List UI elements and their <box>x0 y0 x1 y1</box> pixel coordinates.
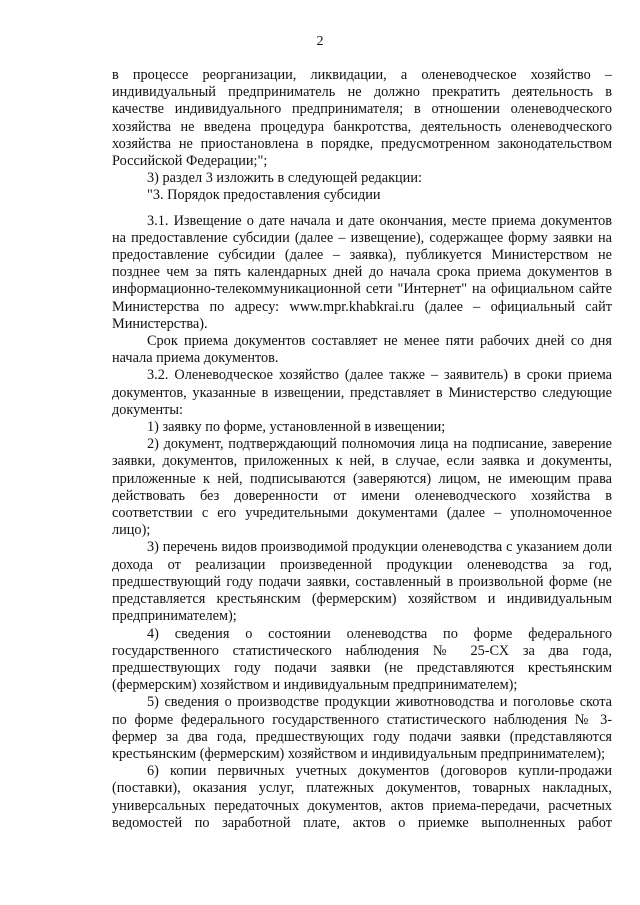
paragraph-3-2: 3.2. Оленеводческое хозяйство (далее также – заявитель) в сроки приема документов, указанные в извещении, представляет в Министерство следующие документы: <box>112 367 612 418</box>
paragraph-acceptance-period: Срок приема документов составляет не менее пяти рабочих дней со дня начала приема документов. <box>112 333 612 367</box>
list-item-5: 5) сведения о производстве продукции животноводства и поголовье скота по форме федерального государственного статистического наблюдения № 3-фермер за два года, предшествующих году подачи заявки (представляются крестьянским (фермерским) хозяйством и индивидуальным предпринимателем); <box>112 694 612 762</box>
paragraph-continuation: в процессе реорганизации, ликвидации, а оленеводческое хозяйство – индивидуальный предприниматель не должно прекратить деятельность в качестве индивидуального предпринимателя; в отношении оленеводческого хозяйства не введена процедура банкротства, деятельность оленеводческого хозяйства не приостановлена в порядке, предусмотренном законодательством Российской Федерации;"; <box>112 67 612 170</box>
list-item-6: 6) копии первичных учетных документов (договоров купли-продажи (поставки), оказания услуг, платежных документов, товарных накладных, универсальных передаточных документов, актов приема-передачи, расчетных ведомостей по заработной плате, актов о приемке выполненных работ <box>112 763 612 831</box>
paragraph-3-1: 3.1. Извещение о дате начала и дате окончания, месте приема документов на предоставление субсидии (далее – извещение), содержащее форму заявки на предоставление субсидии (далее – заявка), публикуется Министерством не позднее чем за пять календарных дней до начала срока приема документов в информационно-телекоммуникационной сети "Интернет" на официальном сайте Министерства по адресу: www.mpr.khabkrai.ru (далее – официальный сайт Министерства). <box>112 212 612 332</box>
page-number: 2 <box>316 34 324 49</box>
list-item-1: 1) заявку по форме, установленной в извещении; <box>147 419 446 436</box>
document-body <box>112 67 612 832</box>
list-item-4: 4) сведения о состоянии оленеводства по форме федерального государственного статистического наблюдения № 25-СХ за два года, предшествующих году подачи заявки (не представляются крестьянским (фермерским) хозяйством и индивидуальным предпринимателем); <box>112 625 612 694</box>
list-item-2: 2) документ, подтверждающий полномочия лица на подписание, заверение заявки, документов, приложенных к ней, в случае, если заявка и документы, приложенные к ней, подписываются (заверяются) лицом, не имеющим права действовать без доверенности от имени оленеводческого хозяйства в соответствии с его учредительными документами (далее – уполномоченное лицо); <box>112 436 612 539</box>
paragraph-section-amendment: 3) раздел 3 изложить в следующей редакции: <box>147 170 422 187</box>
section-heading: "3. Порядок предоставления субсидии <box>147 187 381 204</box>
list-item-3: 3) перечень видов производимой продукции оленеводства с указанием доли дохода от реализации произведенной продукции оленеводства за год, предшествующий году подачи заявки, составленный в произвольной форме (не представляется крестьянским (фермерским) хозяйством и индивидуальным предпринимателем); <box>112 539 612 625</box>
